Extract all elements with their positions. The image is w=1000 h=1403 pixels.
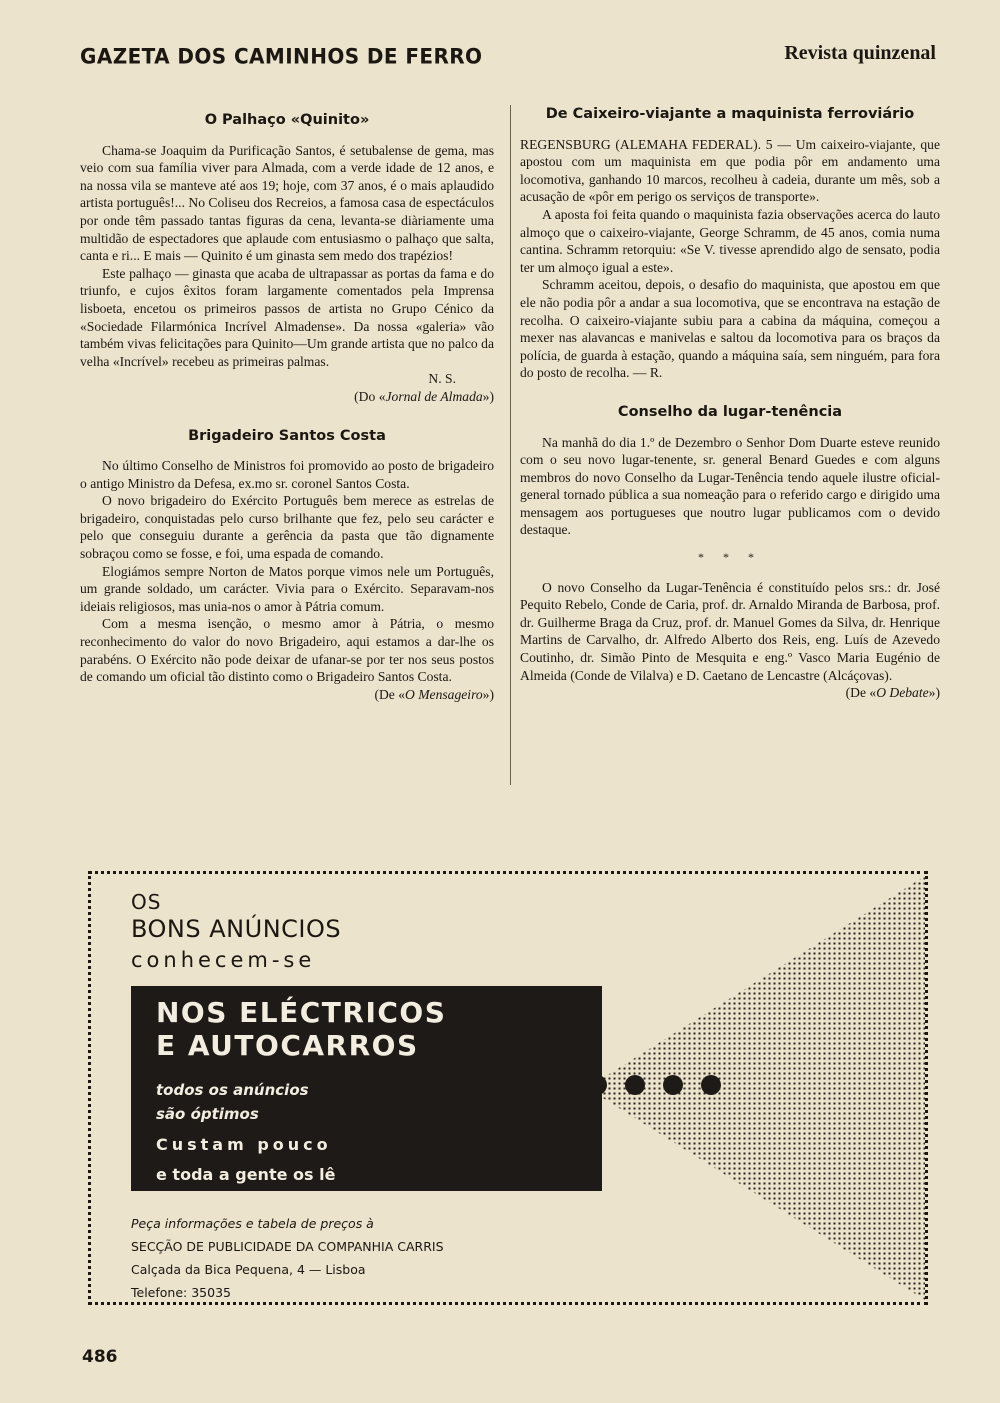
article-paragraph: O novo Conselho da Lugar-Tenência é constituído pelos srs.: dr. José Pequito Rebelo, Conde de Caria, prof. dr. Arnaldo Miranda de Barbosa, prof. dr. Guilherme Braga da Cruz, prof. dr. Manuel Gomes da Silva, dr. Henrique Martins de Carvalho, dr. Alfredo Alberto dos Reis, eng. Luís de Azevedo Coutinho, dr. Simão Pinto de Mesquita e eng.º Vasco Maria Eugénio de Almeida (Conde de Vilalva) e D. Caetano de Lencastre (Alcáçovas). [520,579,940,683]
article-title-quinito: O Palhaço «Quinito» [204,112,370,128]
article-source: (Do «Jornal de Almada») [354,388,494,404]
ad-claim: Custam pouco e toda a gente os lê [156,1135,336,1184]
ad-dot [701,1075,721,1095]
ad-line-os: OS [131,890,162,914]
ad-headline: NOS ELÉCTRICOS E AUTOCARROS [156,996,447,1062]
article-signature: N. S. [428,371,456,387]
ad-dot [511,1075,531,1095]
ad-dot [549,1075,569,1095]
masthead-subtitle: Revista quinzenal [784,42,936,64]
article-title-caixeiro: De Caixeiro-viajante a maquinista ferroviário [545,106,915,122]
article-title-brigadeiro: Brigadeiro Santos Costa [188,427,386,444]
article-paragraph: No último Conselho de Ministros foi promovido ao posto de brigadeiro o antigo Ministro da Defesa, ex.mo sr. coronel Santos Costa. [80,458,494,491]
ad-line-bons-anuncios: BONS ANÚNCIOS [131,915,342,943]
article-source: (De «O Debate») [845,685,940,701]
article-paragraph: Schramm aceitou, depois, o desafio do maquinista, que apostou em que ele não podia pôr a andar a sua locomotiva, que se encontrava na estação de recolha. O caixeiro-viajante subiu para a cabina da máquina, começou a mexer nas alavancas e manivelas e saltou da locomotiva para os braços da polícia, de guarda à estação, quando a máquina saía, sem ninguém, para fora do posto de recolha. — R. [520,277,940,381]
article-source: (De «O Mensageiro») [374,686,494,702]
article-paragraph: Elogiámos sempre Norton de Matos porque vimos nele um Português, um grande soldado, um carácter. Vivia para o Exército. Separavam-nos ideiais religiosos, mas unia-nos o amor à Pátria comum. [80,563,494,614]
section-separator: * * * [698,550,762,565]
article-paragraph: Chama-se Joaquim da Purificação Santos, é setubalense de gema, mas veio com sua família viver para Almada, com a verde idade de 12 anos, e na nossa vila se manteve até aos 19; hoje, com 37 anos, é o mais aplaudido artista português!... No Coliseu dos Recreios, a famosa casa de espectáculos por onde têm passado tantas figuras da cena, levanta-se diàriamente uma multidão de espectadores que aplaude com entusiasmo o palhaço que salta, canta e ri... E mais — Quinito é um ginasta sem medo dos trapézios! [80,142,494,264]
ad-dot [587,1075,607,1095]
article-paragraph: A aposta foi feita quando o maquinista fazia observações acerca do lauto almoço que o caixeiro-viajante, George Schramm, de 45 anos, comia numa cantina. Schramm retorquiu: «Se V. tivesse aprendido algo de sensato, podia ter um almoço igual a este». [520,206,940,275]
ad-dots [511,1075,721,1095]
ad-dot [663,1075,683,1095]
left-column [80,112,494,703]
article-paragraph: Com a mesma isenção, o mesmo amor à Pátria, o mesmo reconhecimento do valor do novo Brigadeiro, aqui estamos a dar-lhe os parabéns. O Exército não pode deixar de ufanar-se por ter nos seus postos de comando um oficial tão distinto como o Brigadeiro Santos Costa. [80,616,494,685]
article-paragraph: O novo brigadeiro do Exército Português bem merece as estrelas de brigadeiro, conquistadas pelo curso brilhante que fez, pelo seu carácter e pelo que conseguiu durante a gerência da pasta que tão dignamente sobraçou como se fosse, e foi, uma espada de comando. [80,493,494,562]
column-divider [510,105,511,785]
page-number: 486 [82,1347,118,1367]
article-title-conselho: Conselho da lugar-tenência [617,403,843,420]
ad-dot [625,1075,645,1095]
article-paragraph: Na manhã do dia 1.º de Dezembro o Senhor Dom Duarte esteve reunido com o seu novo lugar-tenente, sr. general Benard Guedes e com alguns membros do novo Conselho da Lugar-Tenência tendo aquele ilustre oficial-general tornado pública a sua nomeação para o referido cargo e dirigido uma mensagem aos portugueses que noutro lugar publicamos com o devido destaque. [520,434,940,538]
ad-line-conhecem: conhecem-se [131,948,316,972]
masthead-title: GAZETA DOS CAMINHOS DE FERRO [80,43,483,69]
carris-advertisement [88,871,928,1305]
article-paragraph: REGENSBURG (ALEMAHA FEDERAL). 5 — Um caixeiro-viajante, que apostou com um maquinista em que podia pôr em andamento uma locomotiva, ganhando 10 marcos, recolheu à cadeia, durante um mês, sob a acusação de «pôr em perigo os serviços de transporte». [520,136,940,205]
right-column [520,106,940,702]
ad-contact-info: Peça informações e tabela de preços à SECÇÃO DE PUBLICIDADE DA COMPANHIA CARRIS Calçada da Bica Pequena, 4 — Lisboa Telefone: 35035 [131,1216,444,1300]
ad-subline: todos os anúncios são óptimos [156,1081,309,1123]
article-paragraph: Este palhaço — ginasta que acaba de ultrapassar as portas da fama e do triunfo, e cujos êxitos foram largamente comentados pela Imprensa lisboeta, encetou os primeiros passos de artista no Grupo Cénico da «Sociedade Filarmónica Incrível Almadense». Da nossa «galeria» vão também vivas felicitações para Quinito—Um grande artista que no palco da velha «Incrível» recebeu as primeiras palmas. [80,265,494,369]
